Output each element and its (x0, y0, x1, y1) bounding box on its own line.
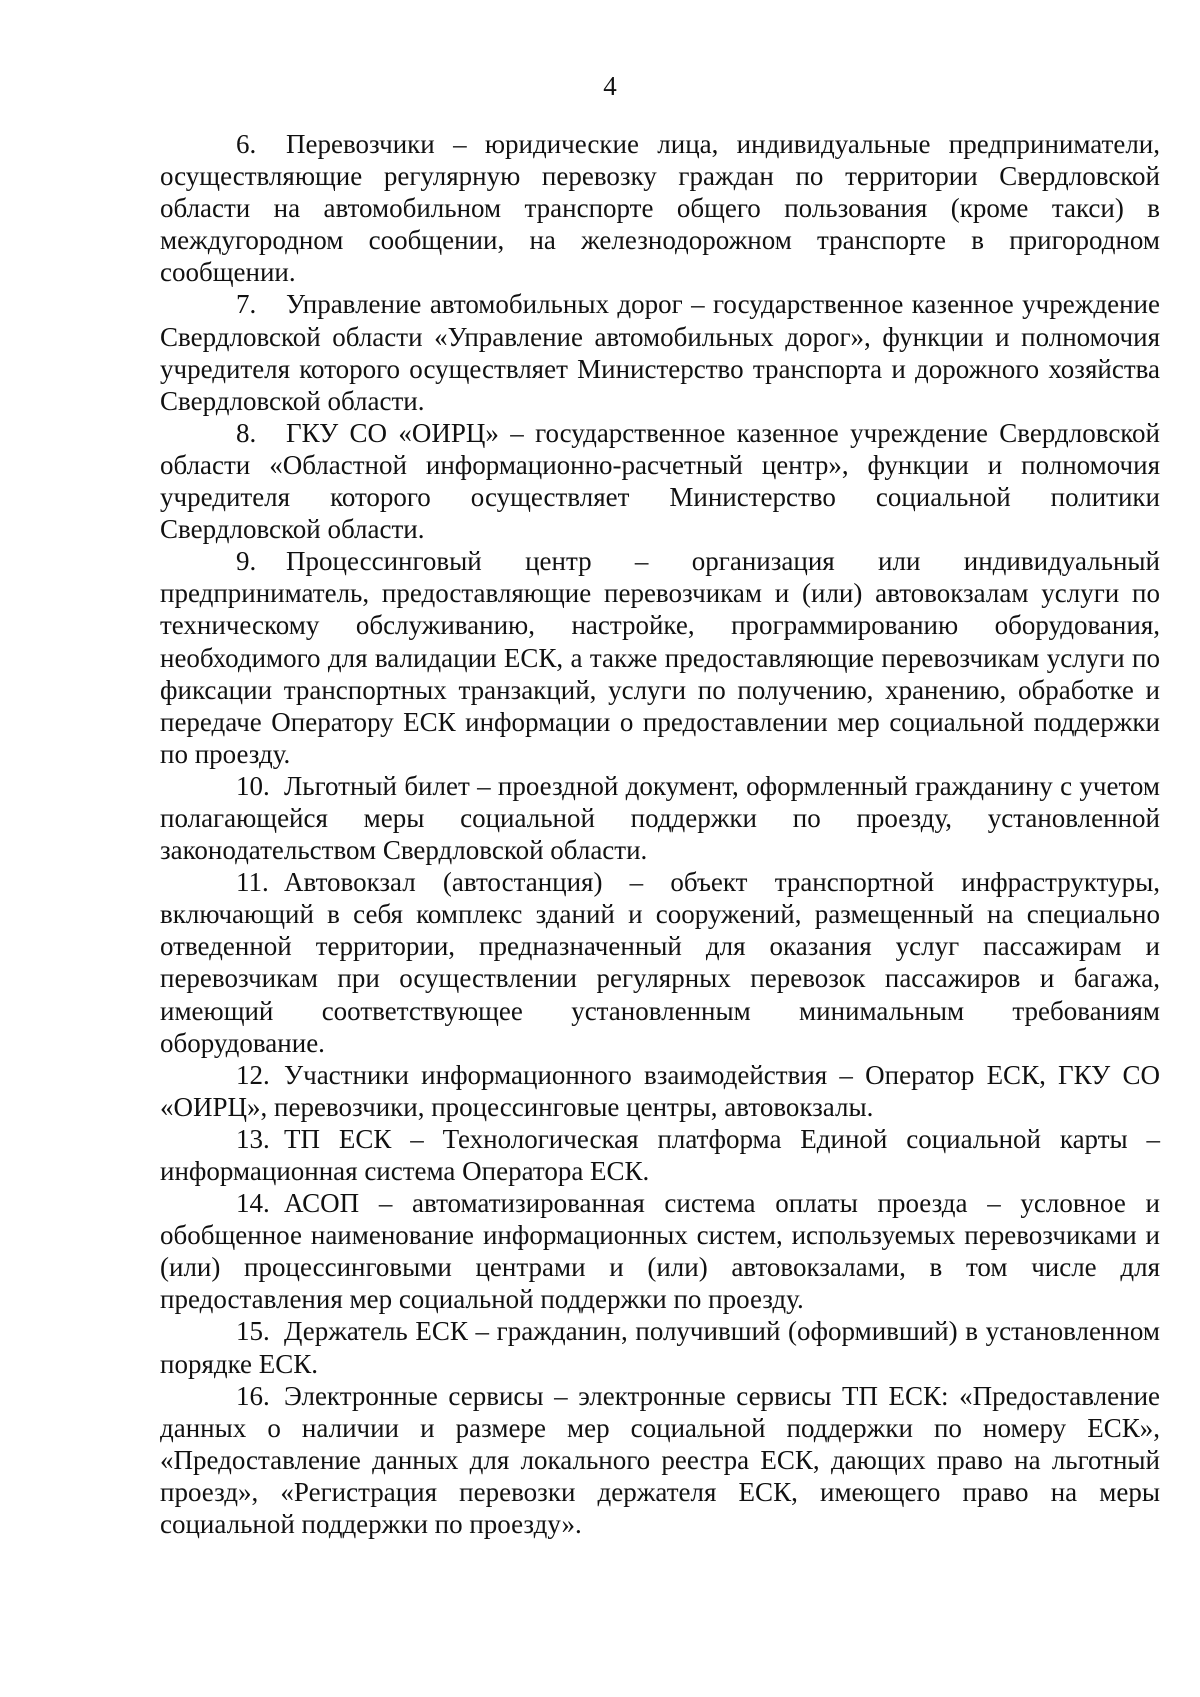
page-number: 4 (603, 71, 617, 101)
paragraph-9 (160, 545, 1160, 770)
paragraph-text: Держатель ЕСК – гражданин, получивший (оформивший) в установленном порядке ЕСК. (160, 1316, 1160, 1379)
paragraph-text: Перевозчики – юридические лица, индивидуальные предприниматели, осуществляющие регулярную перевозку граждан по территории Свердловской области на автомобильном транспорте общего пользования (кроме такси) в междугородном сообщении, на железнодорожном транспорте в пригородном сообщении. (160, 129, 1160, 288)
paragraph-text: Управление автомобильных дорог – государственное казенное учреждение Свердловской области «Управление автомобильных дорог», функции и полномочия учредителя которого осуществляет Министерство транспорта и дорожного хозяйства Свердловской области. (160, 289, 1160, 416)
paragraph-number: 11. (236, 867, 269, 898)
paragraph-text: АСОП – автоматизированная система оплаты проезда – условное и обобщенное наименование информационных систем, используемых перевозчиками и (или) процессинговыми центрами и (или) автовокзалами, в том числе для предоставления мер социальной поддержки по проезду. (160, 1188, 1160, 1315)
paragraph-number: 16. (236, 1380, 270, 1411)
paragraph-number: 10. (236, 770, 270, 801)
paragraph-text: Электронные сервисы – электронные сервисы ТП ЕСК: «Предоставление данных о наличии и размере мер социальной поддержки по номеру ЕСК», «Предоставление данных для локального реестра ЕСК, дающих право на льготный проезд», «Регистрация перевозки держателя ЕСК, имеющего право на меры социальной поддержки по проезду». (160, 1380, 1160, 1540)
paragraph-number: 12. (236, 1059, 270, 1090)
paragraph-15 (160, 1315, 1160, 1379)
paragraph-number: 9. (236, 546, 257, 577)
paragraph-text: ТП ЕСК – Технологическая платформа Единой социальной карты – информационная система Оператора ЕСК. (160, 1123, 1160, 1186)
paragraph-7 (160, 288, 1160, 416)
paragraph-number: 14. (236, 1188, 270, 1219)
paragraph-12 (160, 1059, 1160, 1123)
paragraph-number: 7. (236, 289, 257, 320)
paragraph-14 (160, 1187, 1160, 1315)
paragraph-number: 13. (236, 1123, 270, 1154)
paragraph-text: Льготный билет – проездной документ, оформленный гражданину с учетом полагающейся меры социальной поддержки по проезду, установленной законодательством Свердловской области. (160, 770, 1160, 866)
paragraph-number: 15. (236, 1316, 270, 1347)
paragraph-number: 8. (236, 417, 257, 448)
paragraph-number: 6. (236, 129, 257, 159)
paragraph-16 (160, 1380, 1160, 1540)
paragraph-text: Участники информационного взаимодействия – Оператор ЕСК, ГКУ СО «ОИРЦ», перевозчики, процессинговые центры, автовокзалы. (160, 1059, 1160, 1122)
paragraph-6 (160, 128, 1160, 288)
paragraph-11 (160, 866, 1160, 1059)
paragraph-13 (160, 1123, 1160, 1187)
paragraph-text: ГКУ СО «ОИРЦ» – государственное казенное учреждение Свердловской области «Областной информационно-расчетный центр», функции и полномочия учредителя которого осуществляет Министерство социальной политики Свердловской области. (160, 417, 1160, 545)
paragraph-text: Процессинговый центр – организация или индивидуальный предприниматель, предоставляющие перевозчикам и (или) автовокзалам услуги по техническому обслуживанию, настройке, программированию оборудования, необходимого для валидации ЕСК, а также предоставляющие перевозчикам услуги по фиксации транспортных транзакций, услуги по получению, хранению, обработке и передаче Оператору ЕСК информации о предоставлении мер социальной поддержки по проезду. (160, 546, 1160, 769)
paragraph-text: Автовокзал (автостанция) – объект транспортной инфраструктуры, включающий в себя комплекс зданий и сооружений, размещенный на специально отведенной территории, предназначенный для оказания услуг пассажирам и перевозчикам при осуществлении регулярных перевозок пассажиров и багажа, имеющий соответствующее установленным минимальным требованиям оборудование. (160, 867, 1160, 1058)
paragraph-10 (160, 770, 1160, 866)
paragraph-8 (160, 417, 1160, 545)
document-body (160, 128, 1160, 1540)
